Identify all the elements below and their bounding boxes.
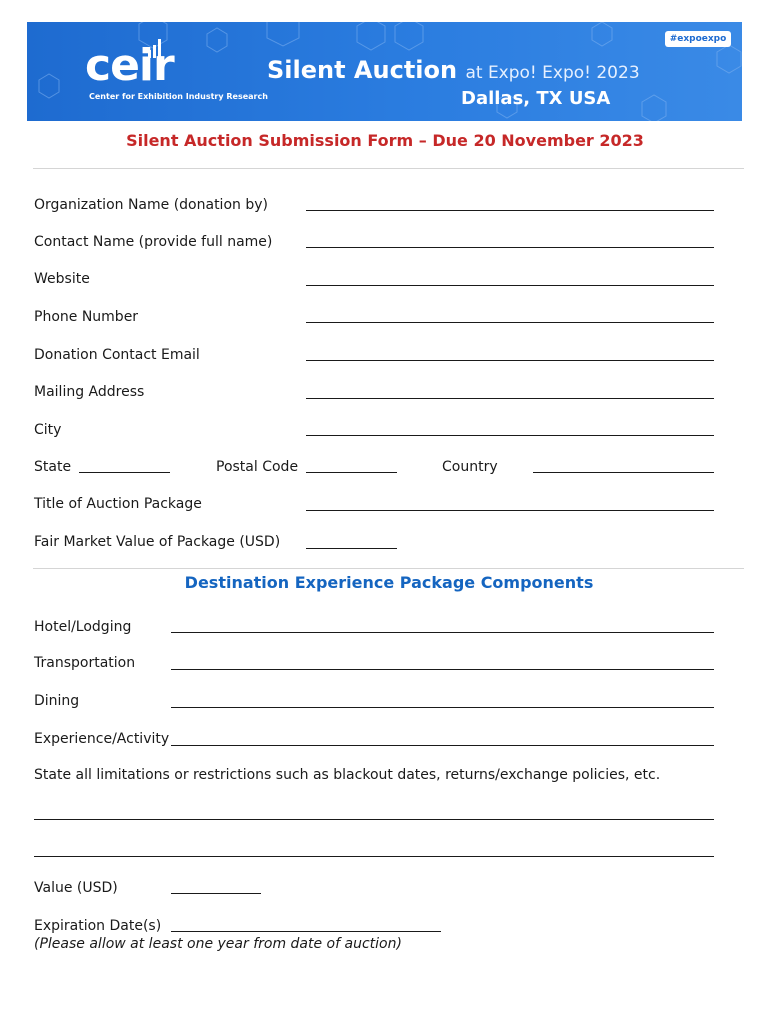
email-label: Donation Contact Email — [34, 347, 200, 363]
city-label: City — [34, 422, 62, 438]
email-field[interactable] — [306, 360, 714, 361]
country-field[interactable] — [533, 472, 714, 473]
website-field[interactable] — [306, 285, 714, 286]
address-label: Mailing Address — [34, 384, 145, 400]
expiration-field[interactable] — [171, 931, 441, 932]
banner-location: Dallas, TX USA — [461, 88, 611, 109]
website-label: Website — [34, 271, 90, 287]
state-field[interactable] — [79, 472, 170, 473]
dining-field[interactable] — [171, 707, 714, 708]
contact-label: Contact Name (provide full name) — [34, 234, 273, 250]
limitations-field-line-1[interactable] — [34, 819, 714, 820]
phone-label: Phone Number — [34, 309, 139, 325]
value-label: Value (USD) — [34, 880, 118, 896]
phone-field[interactable] — [306, 322, 714, 323]
experience-label: Experience/Activity — [34, 731, 170, 747]
fair-value-field[interactable] — [306, 548, 397, 549]
divider — [33, 568, 744, 569]
section-title: Destination Experience Package Components — [184, 573, 594, 592]
organization-label: Organization Name (donation by) — [34, 197, 268, 213]
organization-field[interactable] — [306, 210, 714, 211]
package-title-field[interactable] — [306, 510, 714, 511]
hotel-field[interactable] — [171, 632, 714, 633]
experience-field[interactable] — [171, 745, 714, 746]
form-title: Silent Auction Submission Form – Due 20 November 2023 — [126, 131, 644, 150]
expiration-label: Expiration Date(s) — [34, 918, 162, 934]
contact-field[interactable] — [306, 247, 714, 248]
fair-value-label: Fair Market Value of Package (USD) — [34, 534, 281, 550]
transportation-label: Transportation — [34, 655, 136, 671]
banner-title — [267, 58, 640, 82]
postal-code-label: Postal Code — [216, 459, 299, 475]
expiration-note: (Please allow at least one year from date of auction) — [34, 936, 402, 952]
address-field[interactable] — [306, 398, 714, 399]
country-label: Country — [442, 459, 498, 475]
banner-title-bold: Silent Auction — [267, 56, 458, 84]
dining-label: Dining — [34, 693, 80, 709]
hashtag-badge: #expoexpo — [665, 31, 731, 47]
transportation-field[interactable] — [171, 669, 714, 670]
package-title-label: Title of Auction Package — [34, 496, 202, 512]
value-field[interactable] — [171, 893, 261, 894]
hotel-label: Hotel/Lodging — [34, 619, 132, 635]
state-label: State — [34, 459, 72, 475]
ceir-logo: ceir — [85, 40, 174, 91]
divider — [33, 168, 744, 169]
limitations-field-line-2[interactable] — [34, 856, 714, 857]
limitations-label: State all limitations or restrictions such as blackout dates, returns/exchange policies, etc. — [34, 767, 661, 783]
logo-subtitle: Center for Exhibition Industry Research — [89, 92, 268, 101]
banner-title-light: at Expo! Expo! 2023 — [465, 63, 640, 83]
city-field[interactable] — [306, 435, 714, 436]
header-banner — [27, 22, 742, 121]
postal-code-field[interactable] — [306, 472, 397, 473]
